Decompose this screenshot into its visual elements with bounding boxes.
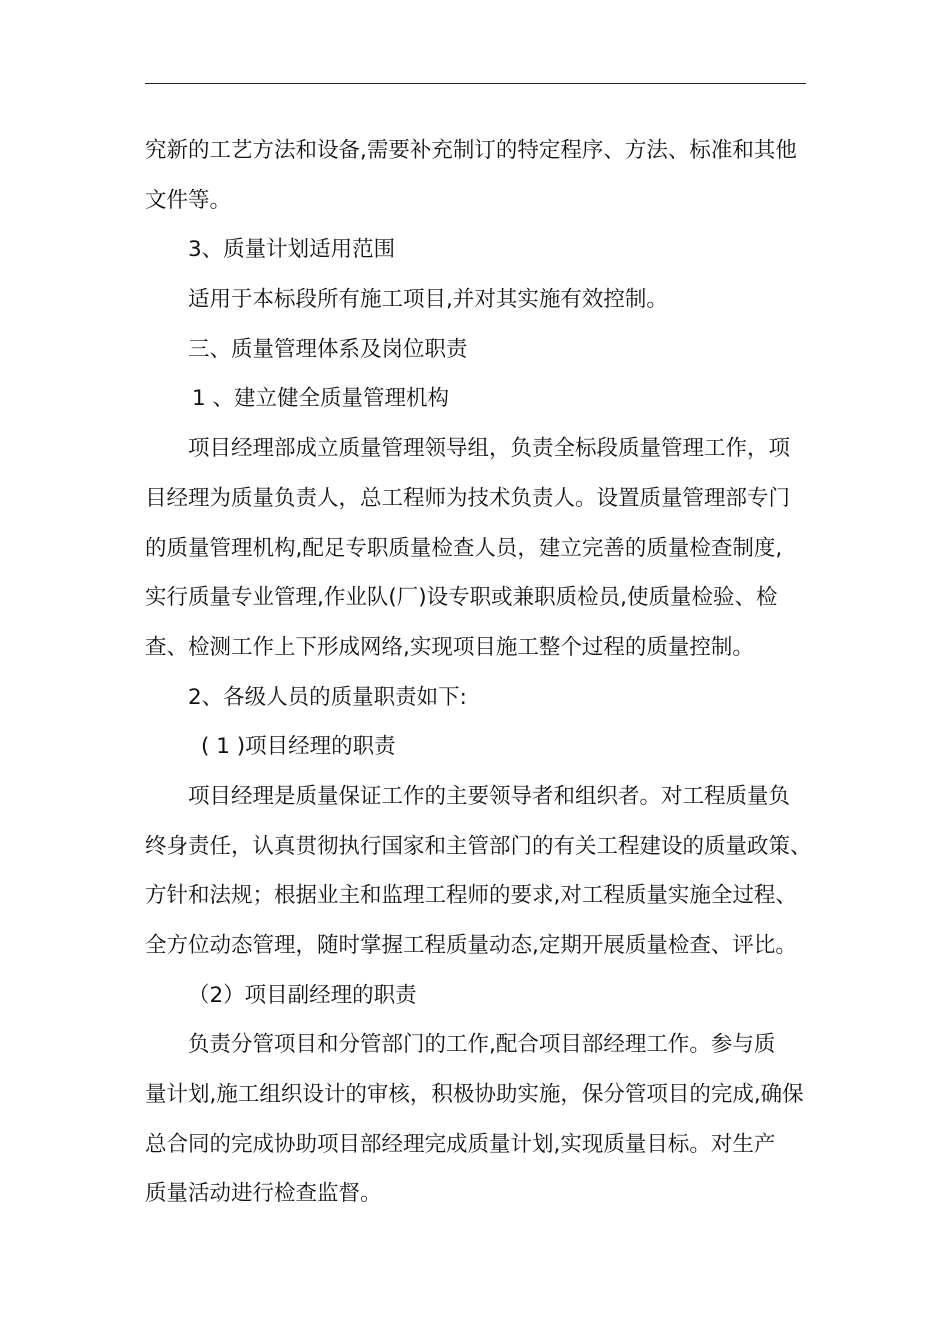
section-heading: 3、质量计划适用范围 (188, 237, 396, 263)
paragraph-line: 适用于本标段所有施工项目,并对其实施有效控制。 (188, 287, 668, 313)
subsection-heading: ( 1 )项目经理的职责 (201, 734, 396, 760)
paragraph-line: 方针和法规；根据业主和监理工程师的要求,对工程质量实施全过程、 (145, 883, 797, 909)
document-body (145, 126, 810, 1219)
subsection-heading: （2）项目副经理的职责 (188, 982, 417, 1008)
paragraph-line: 究新的工艺方法和设备,需要补充制订的特定程序、方法、标准和其他 (145, 138, 797, 163)
paragraph-line: 质量活动进行检查监督。 (145, 1181, 382, 1207)
paragraph-line: 文件等。 (145, 187, 232, 213)
paragraph-line: 负责分管项目和分管部门的工作,配合项目部经理工作。参与质 (188, 1032, 776, 1058)
subsection-heading: 2、各级人员的质量职责如下: (188, 684, 467, 710)
paragraph-line: 终身责任，认真贯彻执行国家和主管部门的有关工程建设的质量政策、 (145, 833, 812, 859)
paragraph-line: 量计划,施工组织设计的审核，积极协助实施，保分管项目的完成,确保 (145, 1082, 804, 1108)
paragraph-line: 查、检测工作上下形成网络,实现项目施工整个过程的质量控制。 (145, 634, 754, 660)
paragraph-line: 全方位动态管理，随时掌握工程质量动态,定期开展质量检查、评比。 (145, 933, 797, 958)
paragraph-line: 目经理为质量负责人，总工程师为技术负责人。设置质量管理部专门 (145, 485, 791, 511)
paragraph-line: 实行质量专业管理,作业队(厂)设专职或兼职质检员,使质量检验、检 (145, 585, 778, 611)
paragraph-line: 的质量管理机构,配足专职质量检查人员，建立完善的质量检查制度, (145, 535, 783, 561)
subsection-heading: 1 、建立健全质量管理机构 (192, 386, 450, 412)
header-rule (145, 83, 806, 84)
paragraph-line: 总合同的完成协助项目部经理完成质量计划,实现质量目标。对生产 (145, 1131, 776, 1157)
paragraph-line: 项目经理部成立质量管理领导组，负责全标段质量管理工作，项 (188, 436, 791, 462)
section-heading: 三、质量管理体系及岗位职责 (188, 336, 468, 362)
paragraph-line: 项目经理是质量保证工作的主要领导者和组织者。对工程质量负 (188, 783, 791, 809)
